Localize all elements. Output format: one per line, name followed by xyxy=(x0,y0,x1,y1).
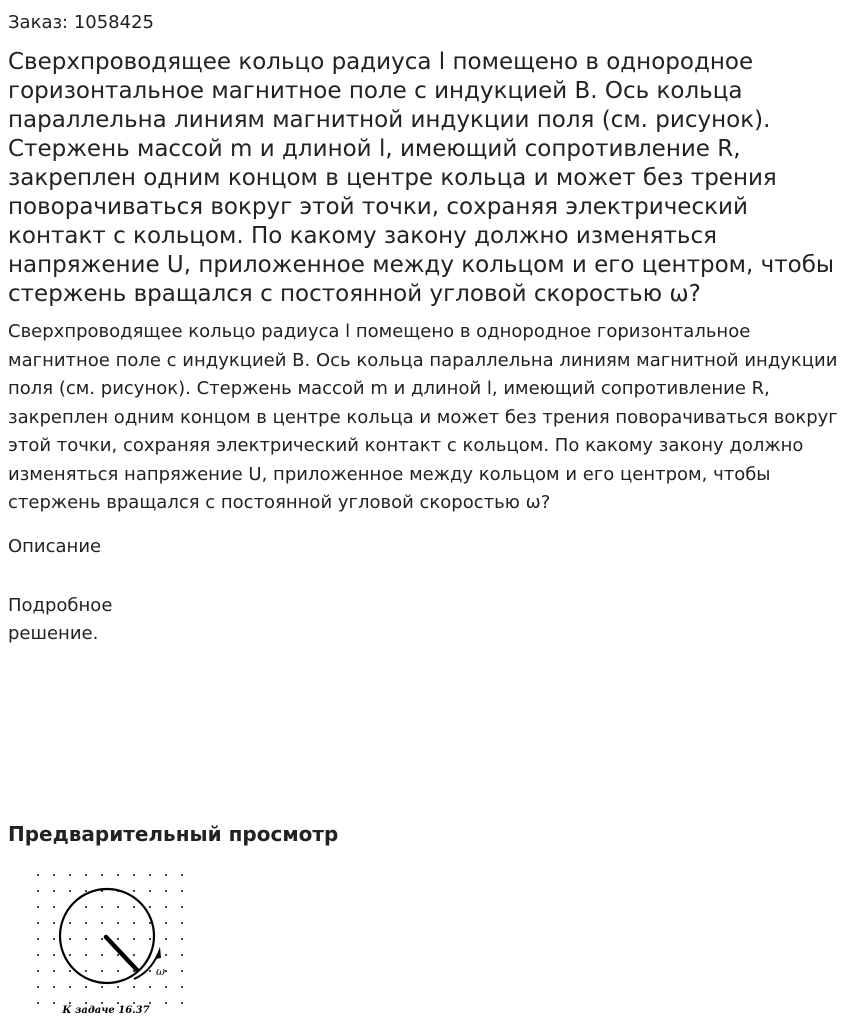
field-dot xyxy=(101,938,103,940)
ring-diagram xyxy=(30,866,190,1018)
field-dot xyxy=(37,986,39,988)
field-dot xyxy=(181,922,183,924)
task-title: Сверхпроводящее кольцо радиуса l помещено в однородное горизонтальное магнитное поле с индукцией B. Ось кольца параллельна линиям магнитной индукции поля (см. рисунок). Стержень массой m и длиной l, имеющий сопротивление R, закреплен одним концом в центре кольца и может без трения поворачиваться вокруг этой точки, сохраняя электрический контакт с кольцом. По какому закону должно изменяться напряжение U, приложенное между кольцом и его центром, чтобы стержень вращался с постоянной угловой скоростью ω? xyxy=(8,49,835,307)
field-dot xyxy=(85,954,87,956)
field-dot xyxy=(85,970,87,972)
field-dot xyxy=(101,906,103,908)
field-dot xyxy=(85,1002,87,1004)
field-dot xyxy=(133,874,135,876)
field-dot xyxy=(181,1002,183,1004)
preview-heading: Предварительный просмотр xyxy=(8,822,339,846)
field-dot xyxy=(69,890,71,892)
field-dot xyxy=(53,906,55,908)
field-dot xyxy=(69,1002,71,1004)
field-dot xyxy=(149,986,151,988)
field-dot xyxy=(85,906,87,908)
field-dot xyxy=(165,954,167,956)
omega-label: ω xyxy=(156,965,165,978)
field-dot xyxy=(69,922,71,924)
field-dot xyxy=(37,890,39,892)
field-dot xyxy=(149,890,151,892)
field-dot xyxy=(53,874,55,876)
field-dot xyxy=(53,954,55,956)
field-dot xyxy=(165,922,167,924)
field-dot xyxy=(101,986,103,988)
field-dot xyxy=(101,970,103,972)
field-dot xyxy=(117,874,119,876)
field-dot xyxy=(149,922,151,924)
field-dot xyxy=(133,906,135,908)
field-dot xyxy=(69,954,71,956)
description-label: Описание xyxy=(8,535,102,557)
field-dot xyxy=(117,922,119,924)
field-dot xyxy=(165,1002,167,1004)
field-dot xyxy=(53,922,55,924)
field-dot xyxy=(165,986,167,988)
field-dot xyxy=(69,874,71,876)
field-dot xyxy=(117,938,119,940)
field-dot xyxy=(133,922,135,924)
field-dot xyxy=(181,938,183,940)
field-dot xyxy=(165,970,167,972)
detail-solution-label: Подробное решение. xyxy=(8,594,113,644)
field-dot xyxy=(133,954,135,956)
field-dot xyxy=(117,954,119,956)
field-dot xyxy=(133,1002,135,1004)
field-dot xyxy=(165,874,167,876)
field-dot xyxy=(37,874,39,876)
field-dot xyxy=(149,874,151,876)
field-dot xyxy=(53,938,55,940)
field-dot xyxy=(101,922,103,924)
field-dot xyxy=(133,890,135,892)
field-dot xyxy=(37,906,39,908)
field-dot xyxy=(181,954,183,956)
field-dot xyxy=(165,906,167,908)
rotation-arrow-arc xyxy=(134,954,158,979)
field-dot xyxy=(53,970,55,972)
rod xyxy=(106,937,137,970)
field-dot xyxy=(133,938,135,940)
field-dot xyxy=(181,986,183,988)
field-dot xyxy=(149,938,151,940)
field-dot xyxy=(37,970,39,972)
field-dot xyxy=(85,986,87,988)
field-dot xyxy=(165,938,167,940)
field-dot xyxy=(149,970,151,972)
field-dot xyxy=(85,922,87,924)
field-dot xyxy=(101,1002,103,1004)
field-dot xyxy=(69,938,71,940)
field-dot xyxy=(133,986,135,988)
order-number: Заказ: 1058425 xyxy=(8,12,154,33)
field-dot xyxy=(117,970,119,972)
figure-caption: К задаче 16.37 xyxy=(62,1005,150,1016)
field-dot xyxy=(37,922,39,924)
field-dot xyxy=(37,954,39,956)
preview-figure xyxy=(30,866,190,1018)
field-dot xyxy=(53,1002,55,1004)
field-dot xyxy=(165,890,167,892)
field-dot xyxy=(117,906,119,908)
field-dot xyxy=(85,874,87,876)
field-dot xyxy=(117,986,119,988)
field-dot xyxy=(53,986,55,988)
field-dot xyxy=(37,1002,39,1004)
field-dot xyxy=(101,874,103,876)
field-dot xyxy=(181,906,183,908)
field-dot xyxy=(85,890,87,892)
rotation-arrow-head xyxy=(155,947,161,959)
field-dot xyxy=(149,1002,151,1004)
field-dot xyxy=(181,874,183,876)
field-dot xyxy=(53,890,55,892)
field-dot xyxy=(101,954,103,956)
field-dot xyxy=(85,938,87,940)
field-dot xyxy=(69,970,71,972)
field-dot xyxy=(149,906,151,908)
field-dot xyxy=(181,890,183,892)
field-dot xyxy=(181,970,183,972)
field-dot xyxy=(69,986,71,988)
field-dot xyxy=(37,938,39,940)
field-dot xyxy=(117,1002,119,1004)
task-description: Сверхпроводящее кольцо радиуса l помещено в однородное горизонтальное магнитное поле с индукцией B. Ось кольца параллельна линиям магнитной индукции поля (см. рисунок). Стержень массой m и длиной l, имеющий сопротивление R, закреплен одним концом в центре кольца и может без трения поворачиваться вокруг этой точки, сохраняя электрический контакт с кольцом. По какому закону должно изменяться напряжение U, приложенное между кольцом и его центром, чтобы стержень вращался с постоянной угловой скоростью ω? xyxy=(8,321,838,513)
